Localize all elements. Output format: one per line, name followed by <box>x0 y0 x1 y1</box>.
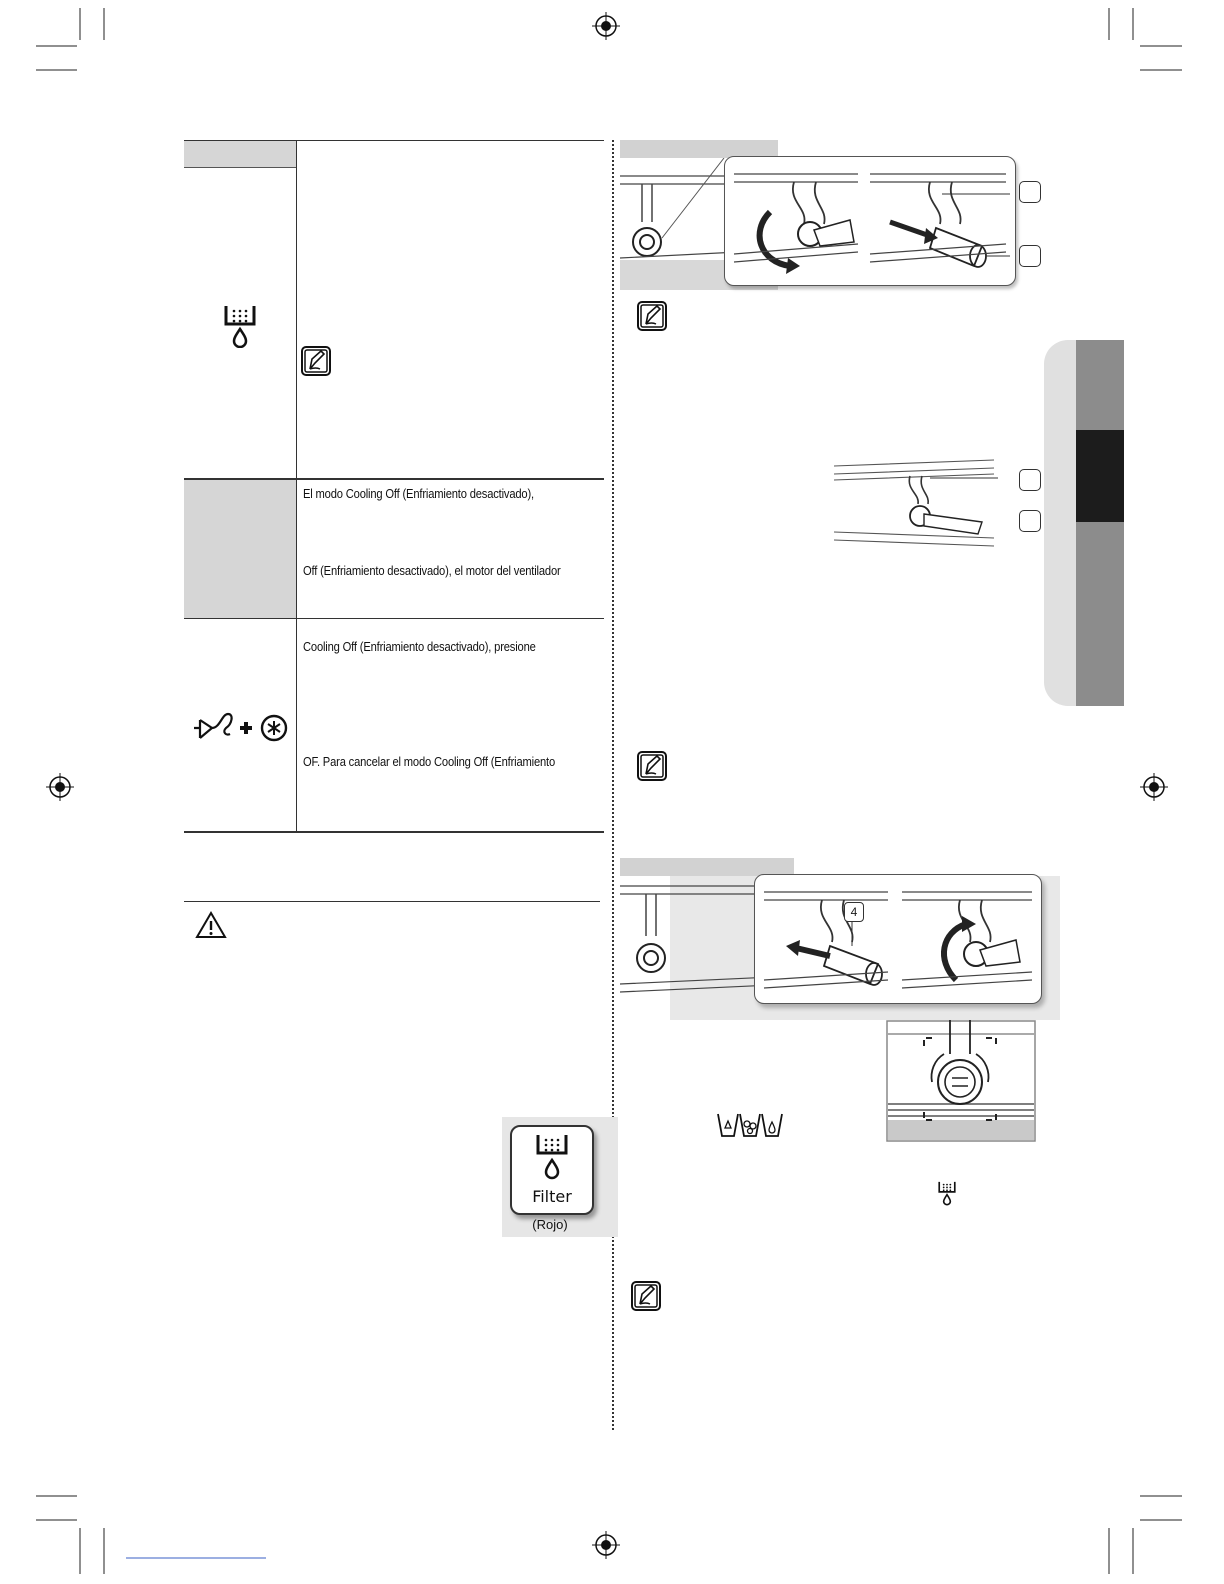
callout-badge-step4: 4 <box>844 902 864 922</box>
registration-mark-top <box>592 12 620 40</box>
filter-button <box>510 1125 594 1215</box>
figure-filter-inserted <box>834 440 998 550</box>
warning-triangle-icon <box>194 910 228 940</box>
registration-mark-left <box>46 773 74 801</box>
table-bottom-rule <box>184 831 604 833</box>
chapter-tab-lower <box>1076 522 1124 706</box>
note-pencil-icon <box>636 750 668 782</box>
filter-color-note: (Rojo) <box>532 1217 568 1232</box>
table-row2-text-1: El modo Cooling Off (Enfriamiento desactivado), <box>303 486 534 501</box>
water-filter-icon <box>222 304 258 348</box>
water-filter-icon <box>534 1133 570 1181</box>
chapter-tab-active <box>1076 430 1124 522</box>
registration-mark-bottom <box>592 1531 620 1559</box>
note-pencil-icon <box>636 300 668 332</box>
figure-install-filter <box>620 858 1060 1020</box>
table-row2-text-2: Off (Enfriamiento desactivado), el motor del ventilador <box>303 563 561 578</box>
vacation-plus-freeze-icon <box>190 710 290 746</box>
filter-button-illustration <box>502 1117 618 1237</box>
table-row3-text-1: Cooling Off (Enfriamiento desactivado), presione <box>303 639 536 654</box>
table-row3-text-2: OF. Para cancelar el modo Cooling Off (Enfriamiento <box>303 754 556 769</box>
table-row2-gray-cell <box>184 480 296 618</box>
chapter-tab-upper <box>1076 340 1124 430</box>
callout-badge-1 <box>1019 181 1041 203</box>
figure-remove-filter <box>620 140 1040 290</box>
note-pencil-icon <box>300 345 332 377</box>
warning-top-rule <box>184 901 600 902</box>
note-pencil-icon <box>630 1280 662 1312</box>
water-filter-icon <box>937 1180 957 1206</box>
callout-badge-2 <box>1019 245 1041 267</box>
filter-button-label: Filter <box>532 1187 572 1206</box>
figure-filter-alignment <box>886 1020 1036 1142</box>
table-row-rule-2 <box>184 618 604 619</box>
callout-badge-3 <box>1019 469 1041 491</box>
callout-badge-4 <box>1019 510 1041 532</box>
chapter-tab-strip <box>1044 340 1124 706</box>
table-header-cell <box>184 141 296 167</box>
dispenser-modes-icon <box>716 1112 784 1138</box>
table-header-rule <box>184 167 296 168</box>
registration-mark-right <box>1140 773 1168 801</box>
table-column-rule <box>296 140 297 832</box>
